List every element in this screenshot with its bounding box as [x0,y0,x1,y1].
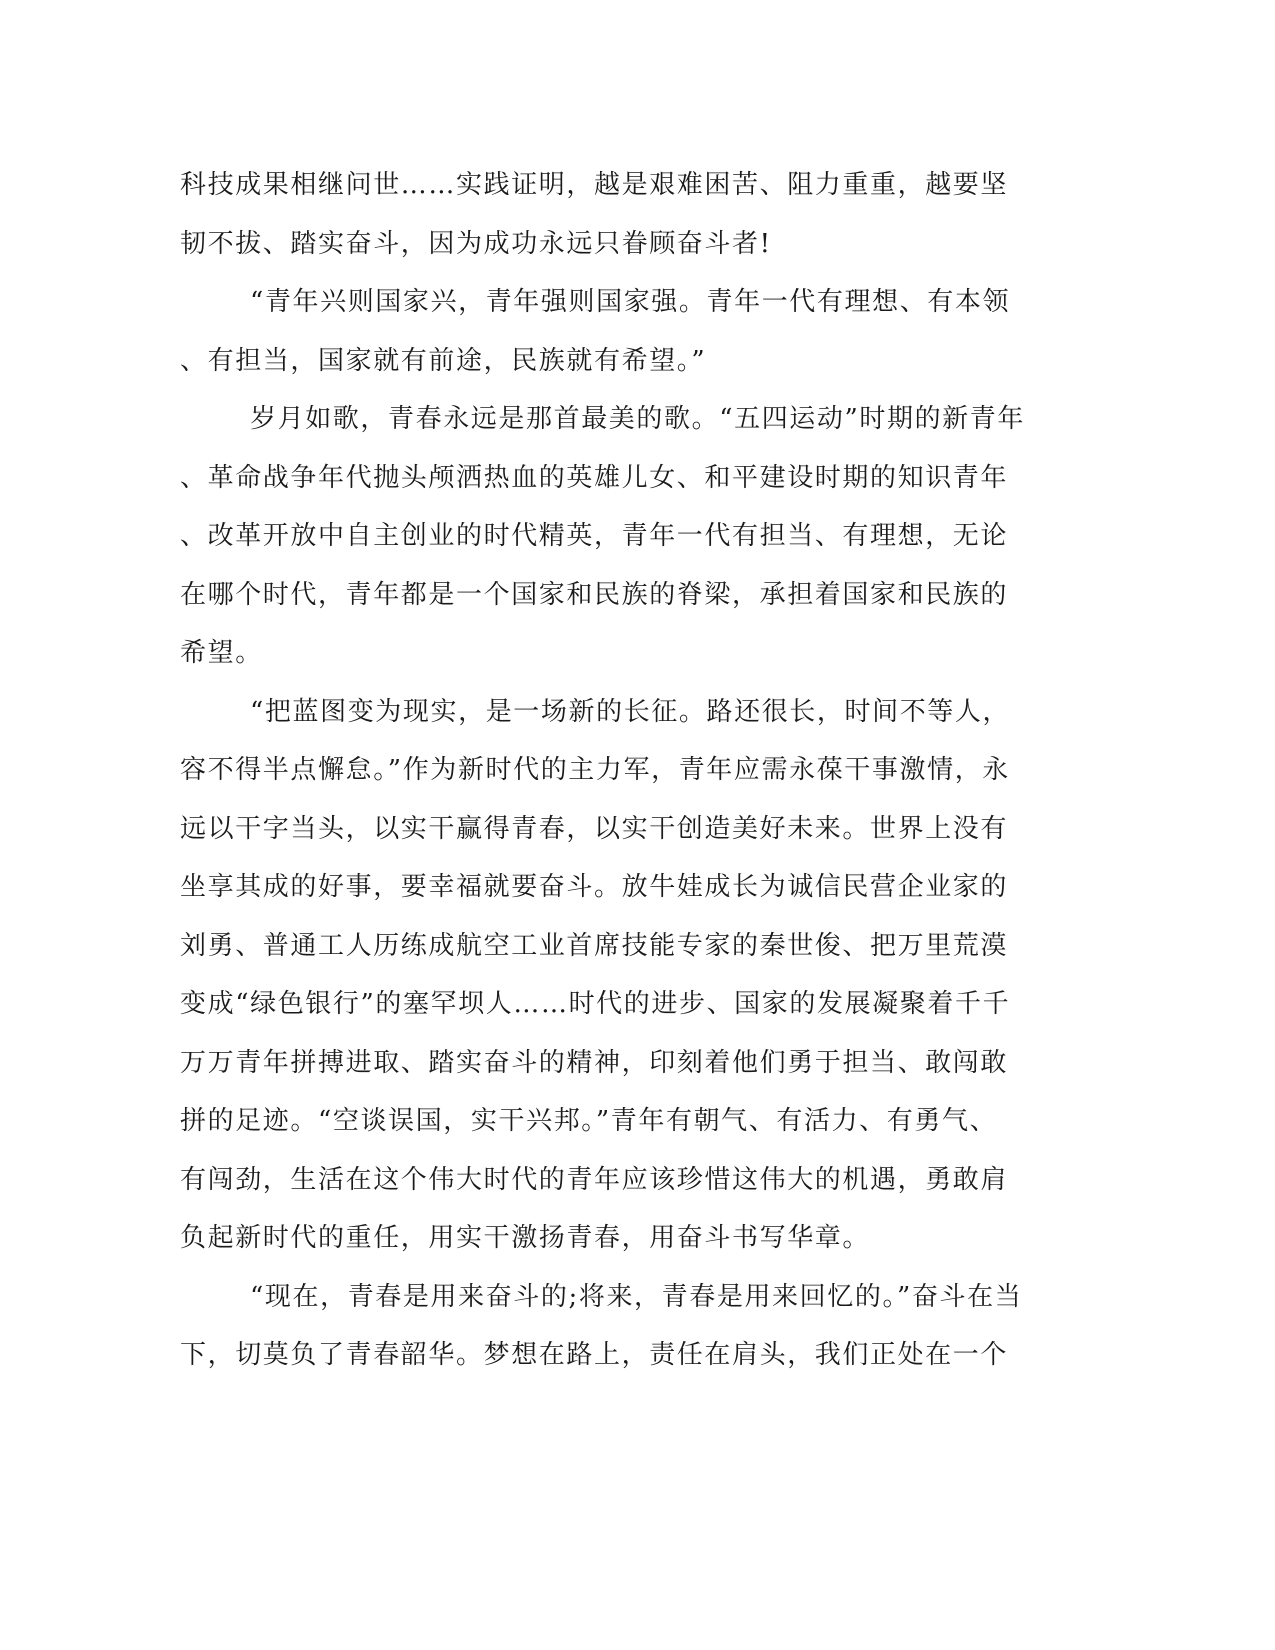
text-line: 变成“绿色银行”的塞罕坝人……时代的进步、国家的发展凝聚着千千 [180,989,1011,1019]
text-line: 容不得半点懈怠。”作为新时代的主力军，青年应需永葆干事激情，永 [180,755,1010,785]
text-line: 、有担当，国家就有前途，民族就有希望。” [180,345,707,376]
text-line: 负起新时代的重任，用实干激扬青春，用奋斗书写华章。 [180,1223,871,1253]
paragraph-start-line: “青年兴则国家兴，青年强则国家强。青年一代有理想、有本领 [250,287,1011,317]
text-line: 科技成果相继问世……实践证明，越是艰难困苦、阻力重重，越要坚 [180,170,1009,200]
text-line: 、革命战争年代抛头颅洒热血的英雄儿女、和平建设时期的知识青年 [180,462,1009,493]
paragraph-start-line: “把蓝图变为现实，是一场新的长征。路还很长，时间不等人， [250,696,1011,727]
body-text [180,156,1030,1385]
text-line: 有闯劲，生活在这个伟大时代的青年应该珍惜这伟大的机遇，勇敢肩 [180,1164,1009,1195]
paragraph-start-line: “现在，青春是用来奋斗的;将来，青春是用来回忆的。”奋斗在当 [250,1281,1023,1312]
text-line: 在哪个时代，青年都是一个国家和民族的脊梁，承担着国家和民族的 [180,579,1009,610]
text-line: 韧不拔、踏实奋斗，因为成功永远只眷顾奋斗者! [180,228,772,259]
text-line: 下，切莫负了青春韶华。梦想在路上，责任在肩头，我们正处在一个 [180,1340,1009,1370]
text-line: 希望。 [180,638,263,668]
text-line: 远以干字当头，以实干赢得青春，以实干创造美好未来。世界上没有 [180,813,1009,844]
text-line: 拼的足迹。“空谈误国，实干兴邦。”青年有朝气、有活力、有勇气、 [180,1106,998,1136]
text-line: 、改革开放中自主创业的时代精英，青年一代有担当、有理想，无论 [180,521,1009,551]
paragraph-start-line: 岁月如歌，青春永远是那首最美的歌。“五四运动”时期的新青年 [250,404,1025,434]
text-line: 坐享其成的好事，要幸福就要奋斗。放牛娃成长为诚信民营企业家的 [180,872,1009,902]
text-line: 万万青年拼搏进取、踏实奋斗的精神，印刻着他们勇于担当、敢闯敢 [180,1047,1009,1078]
text-line: 刘勇、普通工人历练成航空工业首席技能专家的秦世俊、把万里荒漠 [180,930,1009,961]
